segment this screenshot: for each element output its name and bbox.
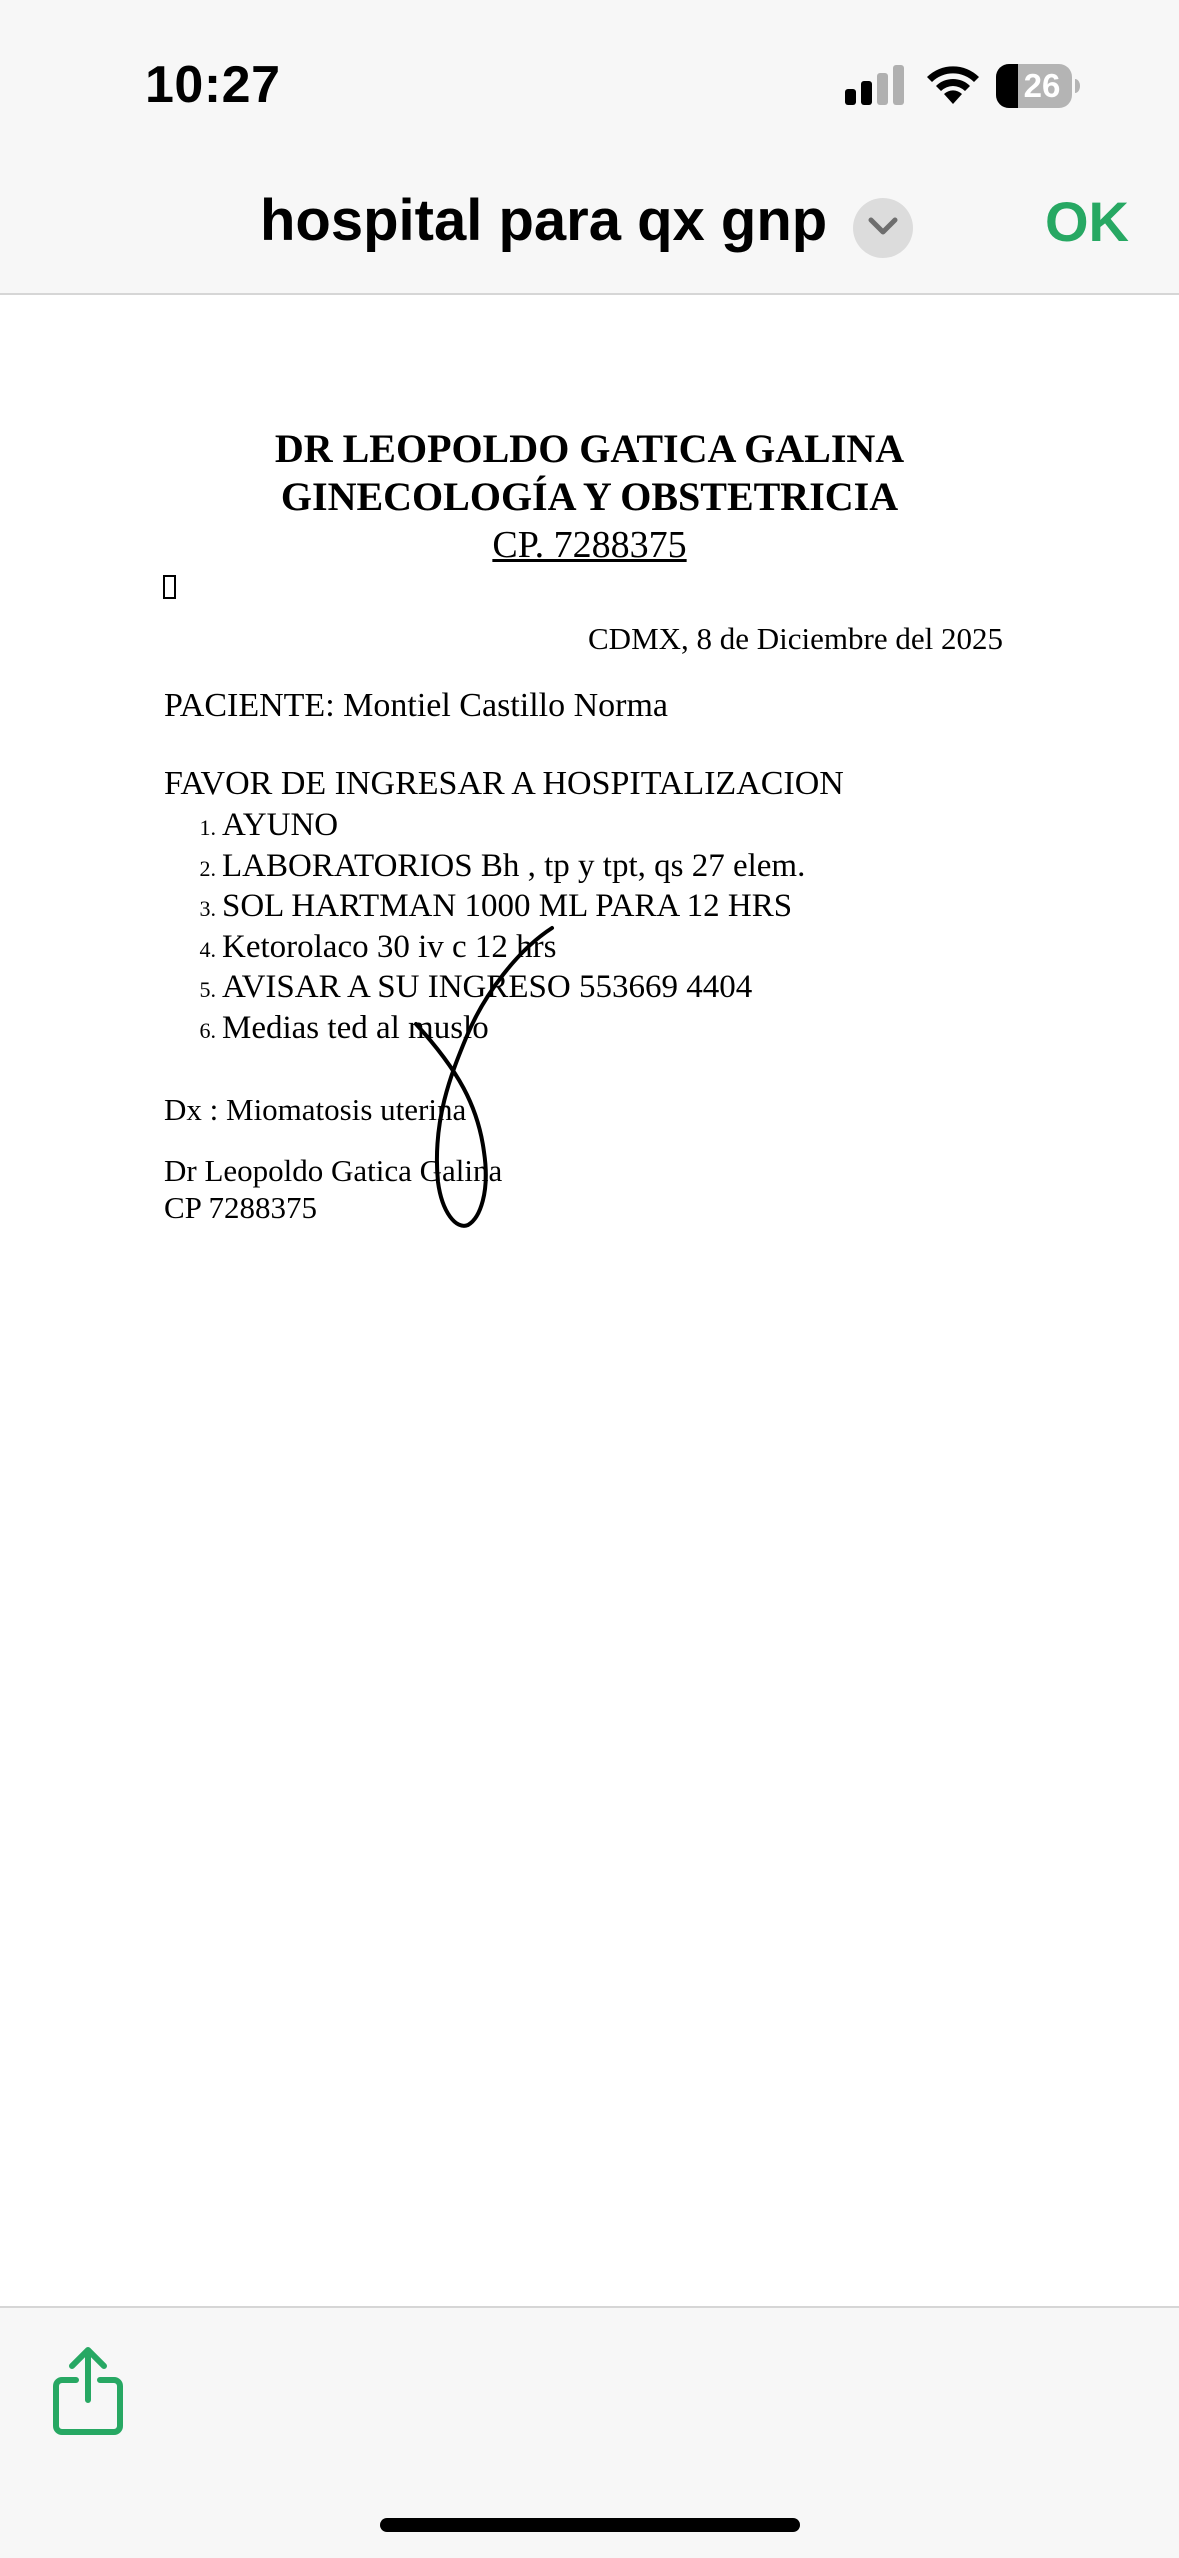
cp-header-text: CP. 7288375 bbox=[492, 524, 687, 566]
list-item-number: 2. bbox=[199, 855, 216, 881]
document-title[interactable]: hospital para qx gnp bbox=[260, 188, 828, 253]
list-item-text: SOL HARTMAN 1000 ML PARA 12 HRS bbox=[222, 888, 793, 924]
list-item-number: 3. bbox=[199, 896, 216, 921]
list-item-number: 4. bbox=[199, 936, 216, 962]
list-item bbox=[164, 848, 805, 889]
handwritten-signature bbox=[400, 920, 580, 1240]
share-icon[interactable] bbox=[52, 2346, 124, 2436]
cp-header bbox=[0, 523, 1179, 567]
signature-name: Dr Leopoldo Gatica Galina bbox=[164, 1153, 503, 1188]
list-item bbox=[164, 807, 805, 848]
list-item-text: AYUNO bbox=[222, 807, 339, 843]
home-indicator[interactable] bbox=[380, 2518, 800, 2532]
list-item-number: 1. bbox=[199, 815, 216, 840]
missing-glyph-box bbox=[163, 575, 176, 599]
list-item-text: LABORATORIOS Bh , tp y tpt, qs 27 elem. bbox=[222, 847, 806, 884]
specialty-heading: GINECOLOGÍA Y OBSTETRICIA bbox=[280, 474, 899, 519]
list-item-number: 5. bbox=[199, 977, 216, 1002]
ok-button[interactable]: OK bbox=[1045, 190, 1129, 253]
chevron-down-icon bbox=[867, 216, 899, 238]
patient-name: PACIENTE: Montiel Castillo Norma bbox=[164, 687, 669, 724]
list-item-text: Medias ted al muslo bbox=[222, 1009, 489, 1046]
signature-cp: CP 7288375 bbox=[164, 1190, 318, 1225]
battery-level: 26 bbox=[1023, 67, 1061, 104]
navigation-bar bbox=[0, 175, 1179, 295]
diagnosis: Dx : Miomatosis uterina bbox=[164, 1092, 467, 1127]
cellular-signal-icon bbox=[845, 65, 907, 105]
list-item-text: Ketorolaco 30 iv c 12 hrs bbox=[222, 928, 557, 965]
list-item-number: 6. bbox=[199, 1017, 216, 1043]
title-menu-button[interactable] bbox=[853, 198, 913, 258]
order-heading: FAVOR DE INGRESAR A HOSPITALIZACION bbox=[164, 765, 844, 802]
doctor-name-heading: DR LEOPOLDO GATICA GALINA bbox=[274, 426, 905, 471]
list-item-text: AVISAR A SU INGRESO 553669 4404 bbox=[222, 969, 753, 1005]
status-bar bbox=[0, 0, 1179, 175]
prescription-date: CDMX, 8 de Diciembre del 2025 bbox=[588, 621, 1003, 656]
bottom-toolbar bbox=[0, 2306, 1179, 2558]
wifi-icon bbox=[925, 62, 981, 104]
document-page bbox=[0, 295, 1179, 2255]
status-time: 10:27 bbox=[145, 56, 281, 114]
